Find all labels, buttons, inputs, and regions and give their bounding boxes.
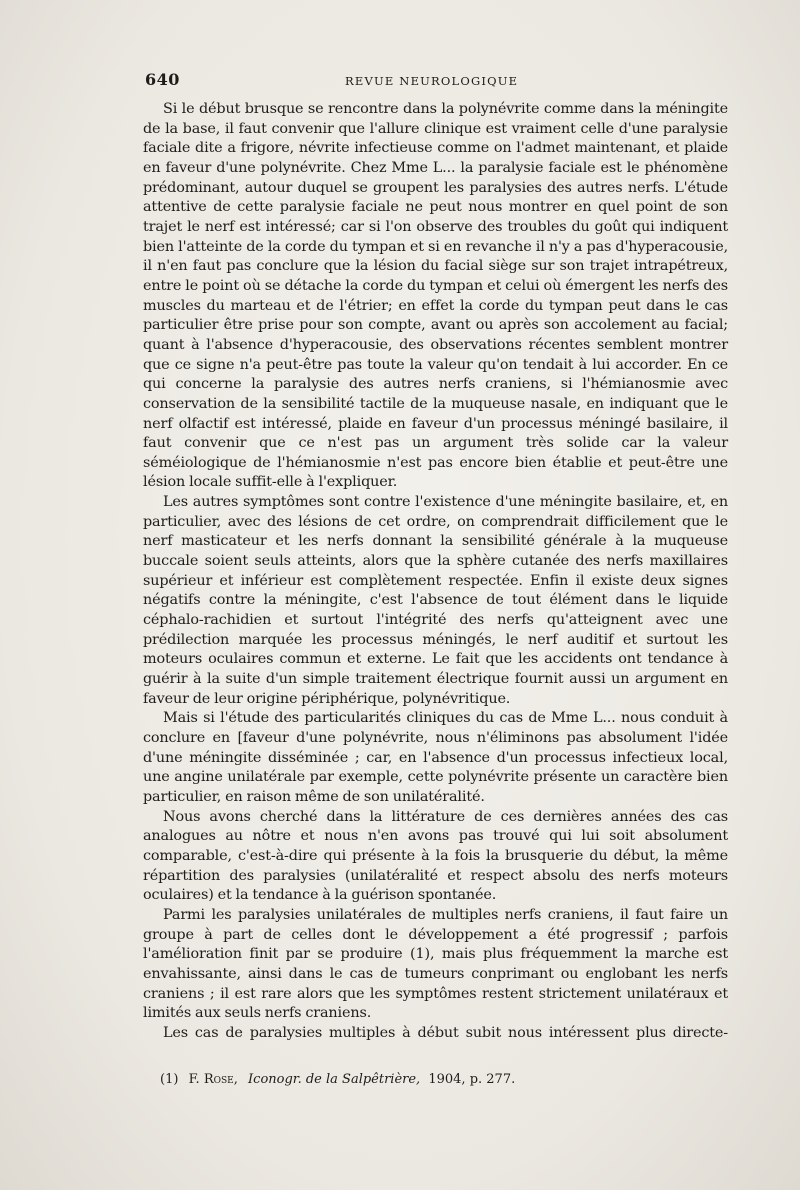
footnote-marker: (1) bbox=[160, 1072, 179, 1087]
footnote-author-initial: F. bbox=[188, 1072, 200, 1087]
page-header bbox=[145, 70, 725, 92]
paragraph-2: Les autres symptômes sont contre l'existence d'une méningite basilaire, et, en particulier, avec des lésions de cet ordre, on comprendrait difficilement que le nerf masticateur et les nerfs donnant la sensibilité générale à la muqueuse buccale soient seuls atteints, alors que la sphère cutanée des nerfs maxillaires supérieur et inférieur est complètement respectée. Enfin il existe deux signes négatifs contre la méningite, c'est l'absence de tout élément dans le liquide céphalo-rachidien et surtout l'intégrité des nerfs qu'atteignent avec une prédilection marquée les processus méningés, le nerf auditif et surtout les moteurs oculaires commun et externe. Le fait que les accidents ont tendance à guérir à la suite d'un simple traitement électrique fournit aussi un argument en faveur de leur origine périphérique, polynévritique. bbox=[143, 494, 728, 707]
paragraph-5: Parmi les paralysies unilatérales de multiples nerfs craniens, il faut faire un groupe à part de celles dont le développement a été progressif ; parfois l'amélioration finit par se produire (1), mais plus fréquemment la marche est envahissante, ainsi dans le cas de tumeurs conprimant ou englobant les nerfs craniens ; il est rare alors que les symptômes restent strictement unilatéraux et limités aux seuls nerfs craniens. bbox=[143, 906, 728, 1022]
footnote-author-name: Rose, bbox=[203, 1072, 238, 1087]
footnote-work: Iconogr. de la Salpêtrière, bbox=[248, 1072, 421, 1087]
footnote-author bbox=[189, 1072, 238, 1087]
paragraph-4: Nous avons cherché dans la littérature de ces dernières années des cas analogues au nôtre et nous n'en avons pas trouvé qui lui soit absolument comparable, c'est-à-dire qui présente à la fois la brusquerie du début, la même répartition des paralysies (unilatéralité et respect absolu des nerfs moteurs oculaires) et la tendance à la guérison spontanée. bbox=[143, 808, 728, 904]
paragraph-6: Les cas de paralysies multiples à début subit nous intéressent plus directe- bbox=[163, 1024, 728, 1041]
paragraph-3: Mais si l'étude des particularités cliniques du cas de Mme L... nous conduit à conclure en [faveur d'une polynévrite, nous n'éliminons pas absolument l'idée d'une méningite disséminée ; car, en l'absence d'un processus infectieux local, une angine unilatérale par exemple, cette polynévrite présente un caractère bien particulier, en raison même de son unilatéralité. bbox=[143, 710, 728, 805]
footnote-details: 1904, p. 277. bbox=[428, 1072, 516, 1087]
footnote bbox=[160, 1071, 720, 1089]
running-title: REVUE NEUROLOGIQUE bbox=[345, 74, 519, 88]
body-text bbox=[143, 100, 728, 1044]
paragraph-1: Si le début brusque se rencontre dans la polynévrite comme dans la méningite de la base, il faut convenir que l'allure clinique est vraiment celle d'une paralysie faciale dite a frigore, névrite infectieuse comme on l'admet maintenant, et plaide en faveur d'une polynévrite. Chez Mme L... la paralysie faciale est le phénomène prédominant, autour duquel se groupent les paralysies des autres nerfs. L'étude attentive de cette paralysie faciale ne peut nous montrer en quel point de son trajet le nerf est intéressé; car si l'on observe des troubles du goût qui indiquent bien l'atteinte de la corde du tympan et si en revanche il n'y a pas d'hyperacousie, il n'en faut pas conclure que la lésion du facial siège sur son trajet intrapétreux, entre le point où se détache la corde du tympan et celui où émergent les nerfs des muscles du marteau et de l'étrier; en effet la corde du tympan peut dans le cas particulier être prise pour son compte, avant ou après son accolement au facial; quant à l'absence d'hyperacousie, des observations récentes semblent montrer que ce signe n'a peut-être pas toute la valeur qu'on tendait à lui accorder. En ce qui concerne la paralysie des autres nerfs craniens, si l'hémianosmie avec conservation de la sensibilité tactile de la muqueuse nasale, en indiquant que le nerf olfactif est intéressé, plaide en faveur d'un processus méningé basilaire, il faut convenir que ce n'est pas un argument très solide car la valeur séméiologique de l'hémianosmie n'est pas encore bien établie et peut-être une lésion locale suffit-elle à l'expliquer. bbox=[143, 101, 728, 491]
page-number: 640 bbox=[145, 70, 180, 89]
